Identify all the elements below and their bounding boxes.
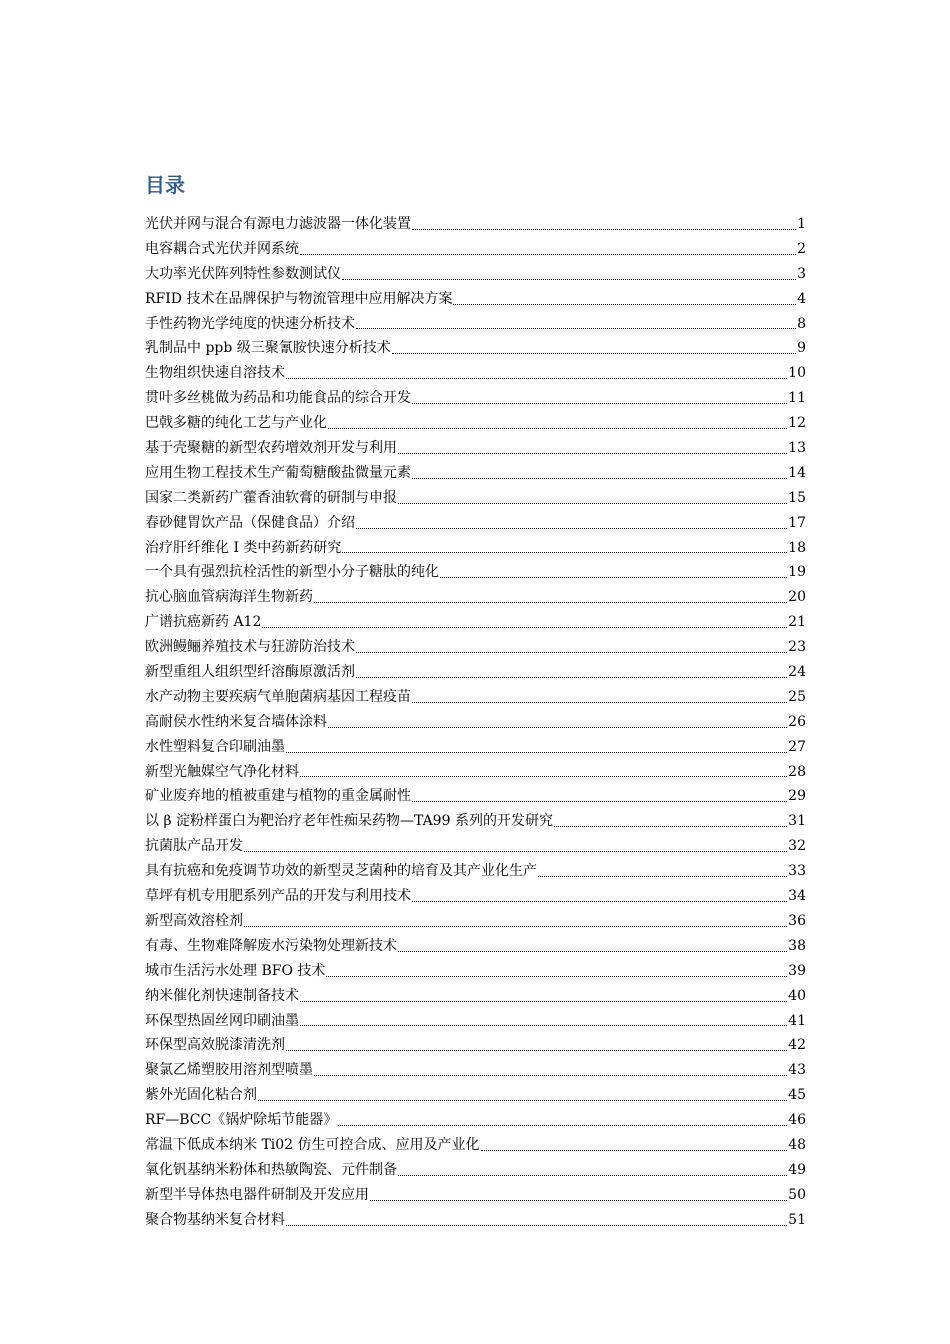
toc-entry-title: 有毒、生物难降解废水污染物处理新技术	[145, 937, 397, 954]
toc-entry-page-number: 24	[788, 664, 806, 681]
toc-dot-leader	[398, 452, 787, 454]
toc-entry-title: 环保型高效脱漆清洗剂	[145, 1037, 285, 1054]
toc-entry[interactable]	[145, 959, 806, 984]
toc-dot-leader	[300, 253, 796, 255]
toc-entry-page-number: 39	[788, 962, 806, 979]
toc-entry-title: 矿业废弃地的植被重建与植物的重金属耐性	[145, 788, 411, 805]
toc-entry-title: 手性药物光学纯度的快速分析技术	[145, 315, 355, 332]
toc-entry-title: 常温下低成本纳米 Ti02 仿生可控合成、应用及产业化	[145, 1136, 480, 1153]
toc-entry-title: RFID 技术在品牌保护与物流管理中应用解决方案	[145, 290, 453, 307]
toc-dot-leader	[356, 527, 787, 529]
toc-entry[interactable]	[145, 784, 806, 809]
toc-entry[interactable]	[145, 1208, 806, 1233]
toc-entry[interactable]	[145, 436, 806, 461]
toc-dot-leader	[300, 775, 787, 777]
toc-dot-leader	[398, 1174, 787, 1176]
toc-entry-title: 新型光触媒空气净化材料	[145, 763, 299, 780]
toc-dot-leader	[300, 1000, 787, 1002]
toc-entry[interactable]	[145, 237, 806, 262]
toc-dot-leader	[440, 576, 787, 578]
toc-entry[interactable]	[145, 834, 806, 859]
toc-entry-title: 欧洲鳗鲡养殖技术与狂游防治技术	[145, 639, 355, 656]
toc-entry-title: RF—BCC《锅炉除垢节能器》	[145, 1112, 338, 1129]
toc-entry[interactable]	[145, 1058, 806, 1083]
toc-entry-title: 巴戟多糖的纯化工艺与产业化	[145, 415, 327, 432]
toc-entry-title: 贯叶多丝桃做为药品和功能食品的综合开发	[145, 390, 411, 407]
toc-entry-title: 以 β 淀粉样蛋白为靶治疗老年性痴呆药物—TA99 系列的开发研究	[145, 813, 553, 830]
toc-entry-page-number: 36	[788, 912, 806, 929]
toc-entry-title: 紫外光固化粘合剂	[145, 1087, 257, 1104]
toc-entry-page-number: 1	[797, 216, 806, 232]
toc-dot-leader	[262, 626, 787, 628]
toc-dot-leader	[286, 1049, 787, 1051]
toc-dot-leader	[328, 726, 787, 728]
toc-dot-leader	[412, 800, 787, 802]
toc-dot-leader	[538, 875, 787, 877]
toc-entry-title: 广谱抗癌新药 A12	[145, 614, 262, 631]
toc-entry[interactable]	[145, 287, 806, 312]
toc-entry[interactable]	[145, 1009, 806, 1034]
toc-dot-leader	[314, 601, 787, 603]
toc-dot-leader	[356, 327, 796, 329]
toc-dot-leader	[412, 900, 787, 902]
toc-entry-title: 纳米催化剂快速制备技术	[145, 987, 299, 1004]
toc-entry-page-number: 19	[788, 564, 806, 581]
toc-dot-leader	[342, 551, 787, 553]
toc-dot-leader	[356, 676, 787, 678]
toc-dot-leader	[338, 1124, 787, 1126]
toc-entry-title: 水性塑料复合印刷油墨	[145, 738, 285, 755]
toc-entry-page-number: 23	[788, 639, 806, 656]
toc-entry[interactable]	[145, 212, 806, 237]
toc-entry[interactable]	[145, 610, 806, 635]
toc-entry-title: 乳制品中 ppb 级三聚氰胺快速分析技术	[145, 340, 391, 357]
toc-dot-leader	[370, 1199, 787, 1201]
toc-entry-page-number: 27	[788, 738, 806, 755]
toc-entry-page-number: 32	[788, 838, 806, 855]
toc-dot-leader	[286, 377, 787, 379]
toc-entry[interactable]	[145, 1158, 806, 1183]
toc-entry-page-number: 42	[788, 1037, 806, 1054]
toc-dot-leader	[412, 228, 796, 230]
toc-dot-leader	[453, 303, 796, 305]
toc-entry-page-number: 43	[788, 1062, 806, 1079]
toc-dot-leader	[392, 352, 796, 354]
toc-entry-page-number: 26	[788, 713, 806, 730]
toc-dot-leader	[356, 651, 787, 653]
toc-dot-leader	[554, 825, 787, 827]
toc-dot-leader	[326, 975, 787, 977]
toc-entry-title: 草坪有机专用肥系列产品的开发与利用技术	[145, 888, 411, 905]
toc-entry[interactable]	[145, 934, 806, 959]
toc-entry[interactable]	[145, 685, 806, 710]
toc-entry[interactable]	[145, 1133, 806, 1158]
toc-entry[interactable]	[145, 486, 806, 511]
toc-entry-title: 国家二类新药广藿香油软膏的研制与申报	[145, 489, 397, 506]
toc-entry-title: 基于壳聚糖的新型农药增效剂开发与利用	[145, 440, 397, 457]
toc-entry[interactable]	[145, 809, 806, 834]
toc-entry-title: 氧化钒基纳米粉体和热敏陶瓷、元件制备	[145, 1161, 397, 1178]
toc-entry-page-number: 38	[788, 937, 806, 954]
toc-entry[interactable]	[145, 760, 806, 785]
toc-entry-title: 聚氯乙烯塑胶用溶剂型喷墨	[145, 1062, 313, 1079]
toc-entry-title: 城市生活污水处理 BFO 技术	[145, 962, 326, 979]
toc-entry-page-number: 2	[797, 240, 806, 257]
toc-entry[interactable]	[145, 560, 806, 585]
toc-entry[interactable]	[145, 1083, 806, 1108]
toc-entry-title: 环保型热固丝网印刷油墨	[145, 1012, 299, 1029]
toc-entry-title: 治疗肝纤维化 I 类中药新药研究	[145, 539, 342, 556]
toc-entry-page-number: 10	[788, 365, 806, 382]
toc-entry-page-number: 29	[788, 788, 806, 805]
toc-dot-leader	[258, 1099, 787, 1101]
toc-dot-leader	[244, 850, 787, 852]
toc-dot-leader	[286, 1224, 787, 1226]
toc-entry-page-number: 14	[788, 464, 806, 481]
toc-dot-leader	[412, 477, 787, 479]
toc-entry-page-number: 11	[788, 390, 806, 407]
toc-entry[interactable]	[145, 411, 806, 436]
toc-dot-leader	[412, 701, 787, 703]
toc-entry[interactable]	[145, 1033, 806, 1058]
toc-entry-title: 高耐侯水性纳米复合墙体涂料	[145, 713, 327, 730]
toc-entry-page-number: 3	[797, 265, 806, 282]
toc-entry[interactable]	[145, 884, 806, 909]
toc-entry[interactable]	[145, 859, 806, 884]
toc-entry[interactable]	[145, 1108, 806, 1133]
toc-dot-leader	[481, 1149, 788, 1151]
toc-entry[interactable]	[145, 361, 806, 386]
toc-entry-page-number: 8	[797, 315, 806, 332]
toc-entry-page-number: 40	[788, 987, 806, 1004]
toc-entry-page-number: 21	[788, 614, 806, 631]
toc-entry-page-number: 17	[788, 514, 806, 531]
toc-list	[145, 212, 806, 1233]
toc-dot-leader	[342, 278, 796, 280]
toc-entry[interactable]	[145, 312, 806, 337]
toc-entry-page-number: 4	[797, 290, 806, 307]
toc-entry-page-number: 33	[788, 863, 806, 880]
toc-entry-page-number: 18	[788, 539, 806, 556]
toc-dot-leader	[244, 925, 787, 927]
toc-entry-page-number: 20	[788, 589, 806, 606]
toc-entry-page-number: 15	[788, 489, 806, 506]
toc-entry-title: 新型半导体热电器件研制及开发应用	[145, 1186, 369, 1203]
toc-entry-page-number: 25	[788, 688, 806, 705]
toc-dot-leader	[398, 502, 787, 504]
toc-entry-page-number: 28	[788, 763, 806, 780]
toc-entry[interactable]	[145, 735, 806, 760]
toc-dot-leader	[412, 402, 787, 404]
toc-entry-title: 水产动物主要疾病气单胞菌病基因工程疫苗	[145, 688, 411, 705]
toc-dot-leader	[286, 751, 787, 753]
toc-entry-page-number: 41	[788, 1012, 806, 1029]
toc-entry[interactable]	[145, 710, 806, 735]
toc-entry-title: 应用生物工程技术生产葡萄糖酸盐微量元素	[145, 464, 411, 481]
toc-entry-page-number: 50	[788, 1186, 806, 1203]
toc-entry-title: 抗菌肽产品开发	[145, 838, 243, 855]
toc-entry-title: 春砂健胃饮产品（保健食品）介绍	[145, 514, 355, 531]
toc-entry[interactable]	[145, 585, 806, 610]
toc-entry-title: 电容耦合式光伏并网系统	[145, 240, 299, 257]
toc-entry-page-number: 12	[788, 415, 806, 432]
toc-entry-title: 抗心脑血管病海洋生物新药	[145, 589, 313, 606]
toc-entry[interactable]	[145, 909, 806, 934]
toc-entry[interactable]	[145, 635, 806, 660]
toc-entry[interactable]	[145, 660, 806, 685]
toc-entry-page-number: 46	[788, 1112, 806, 1129]
toc-entry-page-number: 51	[788, 1211, 806, 1228]
toc-entry-title: 新型重组人组织型纤溶酶原激活剂	[145, 664, 355, 681]
toc-entry[interactable]	[145, 511, 806, 536]
toc-entry[interactable]	[145, 262, 806, 287]
toc-entry-title: 生物组织快速自溶技术	[145, 365, 285, 382]
toc-entry-page-number: 31	[788, 813, 806, 830]
toc-entry[interactable]	[145, 386, 806, 411]
toc-entry-page-number: 9	[797, 340, 806, 357]
toc-dot-leader	[300, 1024, 787, 1026]
toc-dot-leader	[314, 1074, 787, 1076]
toc-entry-title: 聚合物基纳米复合材料	[145, 1211, 285, 1228]
toc-entry-page-number: 45	[788, 1087, 806, 1104]
toc-entry-title: 具有抗癌和免疫调节功效的新型灵芝菌种的培育及其产业化生产	[145, 863, 537, 880]
toc-entry-title: 一个具有强烈抗栓活性的新型小分子糖肽的纯化	[145, 564, 439, 581]
toc-entry-page-number: 13	[788, 440, 806, 457]
toc-heading: 目录	[145, 173, 185, 197]
toc-entry-page-number: 34	[788, 888, 806, 905]
toc-dot-leader	[398, 950, 787, 952]
toc-entry-title: 新型高效溶栓剂	[145, 912, 243, 929]
toc-entry[interactable]	[145, 536, 806, 561]
toc-dot-leader	[328, 427, 787, 429]
toc-entry[interactable]	[145, 461, 806, 486]
toc-entry-page-number: 48	[788, 1136, 806, 1153]
toc-entry[interactable]	[145, 984, 806, 1009]
toc-entry-title: 光伏并网与混合有源电力滤波器一体化装置	[145, 216, 411, 232]
toc-entry-page-number: 49	[788, 1161, 806, 1178]
toc-entry[interactable]	[145, 1183, 806, 1208]
toc-entry[interactable]	[145, 336, 806, 361]
toc-entry-title: 大功率光伏阵列特性参数测试仪	[145, 265, 341, 282]
